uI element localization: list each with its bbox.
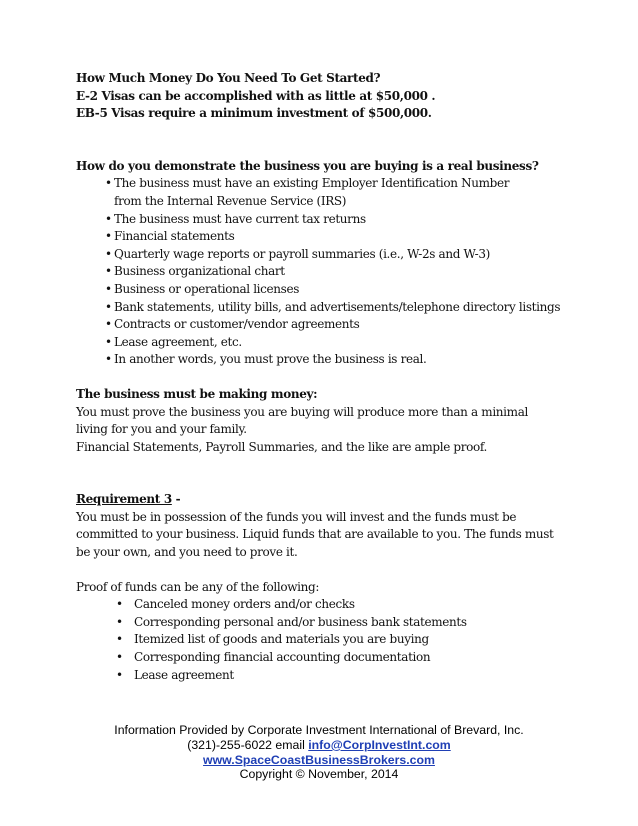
list-item: • Bank statements, utility bills, and advertisements/telephone directory listings [105,299,576,317]
list-item: • Corresponding personal and/or business bank statements [116,614,576,632]
footer-company: Information Provided by Corporate Investment International of Brevard, Inc. [114,723,524,737]
spacer [76,369,576,386]
proof-of-funds-list [76,596,576,684]
footer-website [0,753,638,768]
list-item: • Business or operational licenses [105,281,576,299]
list-item: • Financial statements [105,228,576,246]
list-item: • Contracts or customer/vendor agreements [105,316,576,334]
e2-visa-amount: E-2 Visas can be accomplished with as little at $50,000 . [76,88,436,103]
real-business-question: How do you demonstrate the business you are buying is a real business? [76,158,539,173]
email-link[interactable]: info@CorpInvestInt.com [308,737,451,752]
requirement3-text: You must be in possession of the funds you will invest and the funds must be committed to your business. Liquid funds that are available to you. The funds must be your own, and you need to prove it. [76,509,554,560]
spacer [76,456,576,491]
requirement3-title: Requirement 3 [76,492,172,507]
making-money-text: You must prove the business you are buying will produce more than a minimal living for you and your family. [76,404,528,437]
footer-phone: (321)-255-6022 email [187,737,309,752]
website-link[interactable]: www.SpaceCoastBusinessBrokers.com [203,752,435,767]
spacer [76,123,576,158]
list-item: • Quarterly wage reports or payroll summaries (i.e., W-2s and W-3) [105,246,576,264]
start-question: How Much Money Do You Need To Get Started? [76,71,381,85]
making-money-heading: The business must be making money: [76,386,318,401]
requirement3-suffix: - [171,492,181,507]
list-item: • Canceled money orders and/or checks [116,596,576,614]
eb5-visa-amount: EB-5 Visas require a minimum investment of $500,000. [76,106,432,121]
list-item: • Business organizational chart [105,263,576,281]
list-item: • Lease agreement, etc. [105,334,576,352]
making-money-text-2: Financial Statements, Payroll Summaries, and the like are ample proof. [76,439,488,454]
footer-contact [0,738,638,753]
list-item: • Corresponding financial accounting documentation [116,649,576,667]
requirement3-heading [76,491,576,509]
document-body [76,70,576,684]
proof-of-funds-intro: Proof of funds can be any of the following: [76,579,320,594]
list-item: • Itemized list of goods and materials you are buying [116,631,576,649]
list-item: • Lease agreement [116,667,576,685]
list-item: • In another words, you must prove the business is real. [105,351,576,369]
list-item: • The business must have an existing Employer Identification Number from the Internal Revenue Service (IRS) [105,175,514,210]
footer-copyright: Copyright © November, 2014 [239,767,399,782]
page-footer [0,723,638,782]
real-business-list [76,175,576,369]
spacer [76,562,576,579]
list-item: • The business must have current tax returns [105,211,576,229]
